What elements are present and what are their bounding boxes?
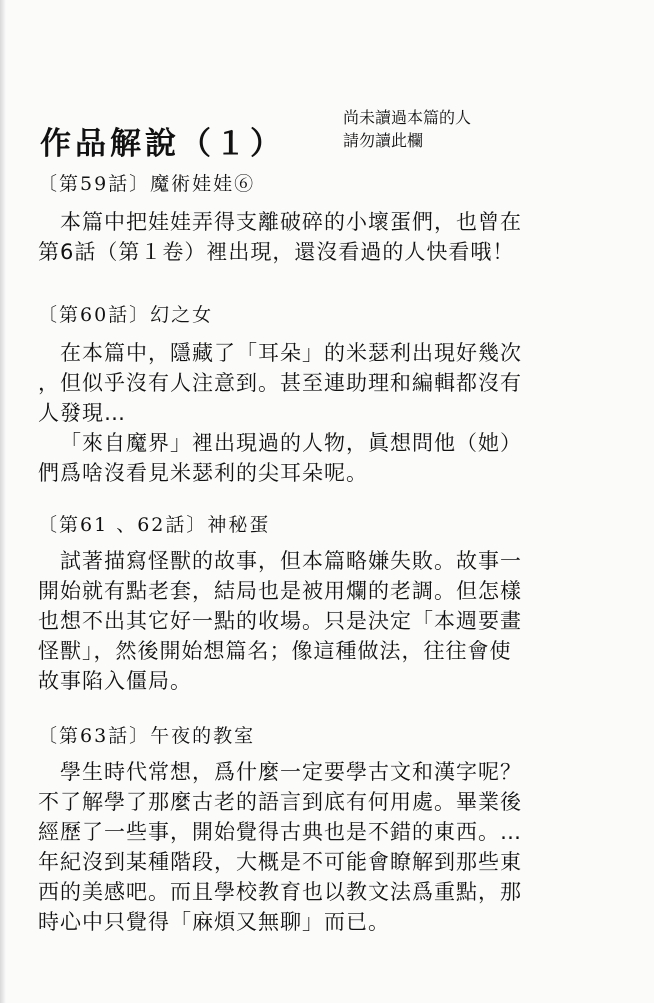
text-line: 「來自魔界」裡出現過的人物，眞想問他（她） <box>60 431 522 455</box>
text-line: 第6話（第１卷）裡出現，還沒看過的人快看哦！ <box>38 240 515 264</box>
text-line: 西的美感吧。而且學校教育也以教文法爲重點，那 <box>38 880 522 904</box>
page-title: 作品解說（１） <box>40 126 285 162</box>
chapter-commentary-60 <box>38 338 598 488</box>
chapter-commentary-63 <box>38 757 598 937</box>
chapter-heading-60: 〔第60話〕幻之女 <box>38 304 214 326</box>
warning-line: 請勿讀此欄 <box>343 131 424 150</box>
chapter-commentary-61-62 <box>38 546 598 696</box>
text-line: 故事陷入僵局。 <box>38 669 192 693</box>
text-line: 時心中只覺得「麻煩又無聊」而已。 <box>38 910 390 934</box>
text-line: 開始就有點老套，結局也是被用爛的老調。但怎樣 <box>38 579 522 603</box>
text-line: 怪獸」，然後開始想篇名；像這種做法，往往會使 <box>38 639 512 663</box>
text-line: 學生時代常想，爲什麼一定要學古文和漢字呢？ <box>60 760 522 784</box>
text-line: 年紀沒到某種階段，大概是不可能會瞭解到那些東 <box>38 850 522 874</box>
chapter-heading-61-62: 〔第61 、62話〕神秘蛋 <box>38 514 271 536</box>
text-line: 們爲啥沒看見米瑟利的尖耳朵呢。 <box>38 461 368 485</box>
text-line: 人發現… <box>38 401 126 425</box>
text-line: ，但似乎沒有人注意到。甚至連助理和編輯都沒有 <box>38 371 522 395</box>
chapter-heading-63: 〔第63話〕午夜的教室 <box>38 725 256 747</box>
chapter-heading-59: 〔第59話〕魔術娃娃⑥ <box>38 173 256 195</box>
text-line: 不了解學了那麼古老的語言到底有何用處。畢業後 <box>38 790 522 814</box>
text-line: 在本篇中，隱藏了「耳朵」的米瑟利出現好幾次 <box>60 341 522 365</box>
page-edge-shadow <box>0 0 6 1003</box>
warning-line: 尚未讀過本篇的人 <box>343 108 472 127</box>
spoiler-warning <box>343 106 471 152</box>
text-line: 也想不出其它好一點的收場。只是決定「本週要畫 <box>38 609 522 633</box>
text-line: 本篇中把娃娃弄得支離破碎的小壞蛋們，也曾在 <box>60 210 522 234</box>
text-line: 試著描寫怪獸的故事，但本篇略嫌失敗。故事一 <box>60 549 522 573</box>
chapter-commentary-59 <box>38 207 598 267</box>
text-line: 經歷了一些事，開始覺得古典也是不錯的東西。… <box>38 820 522 844</box>
